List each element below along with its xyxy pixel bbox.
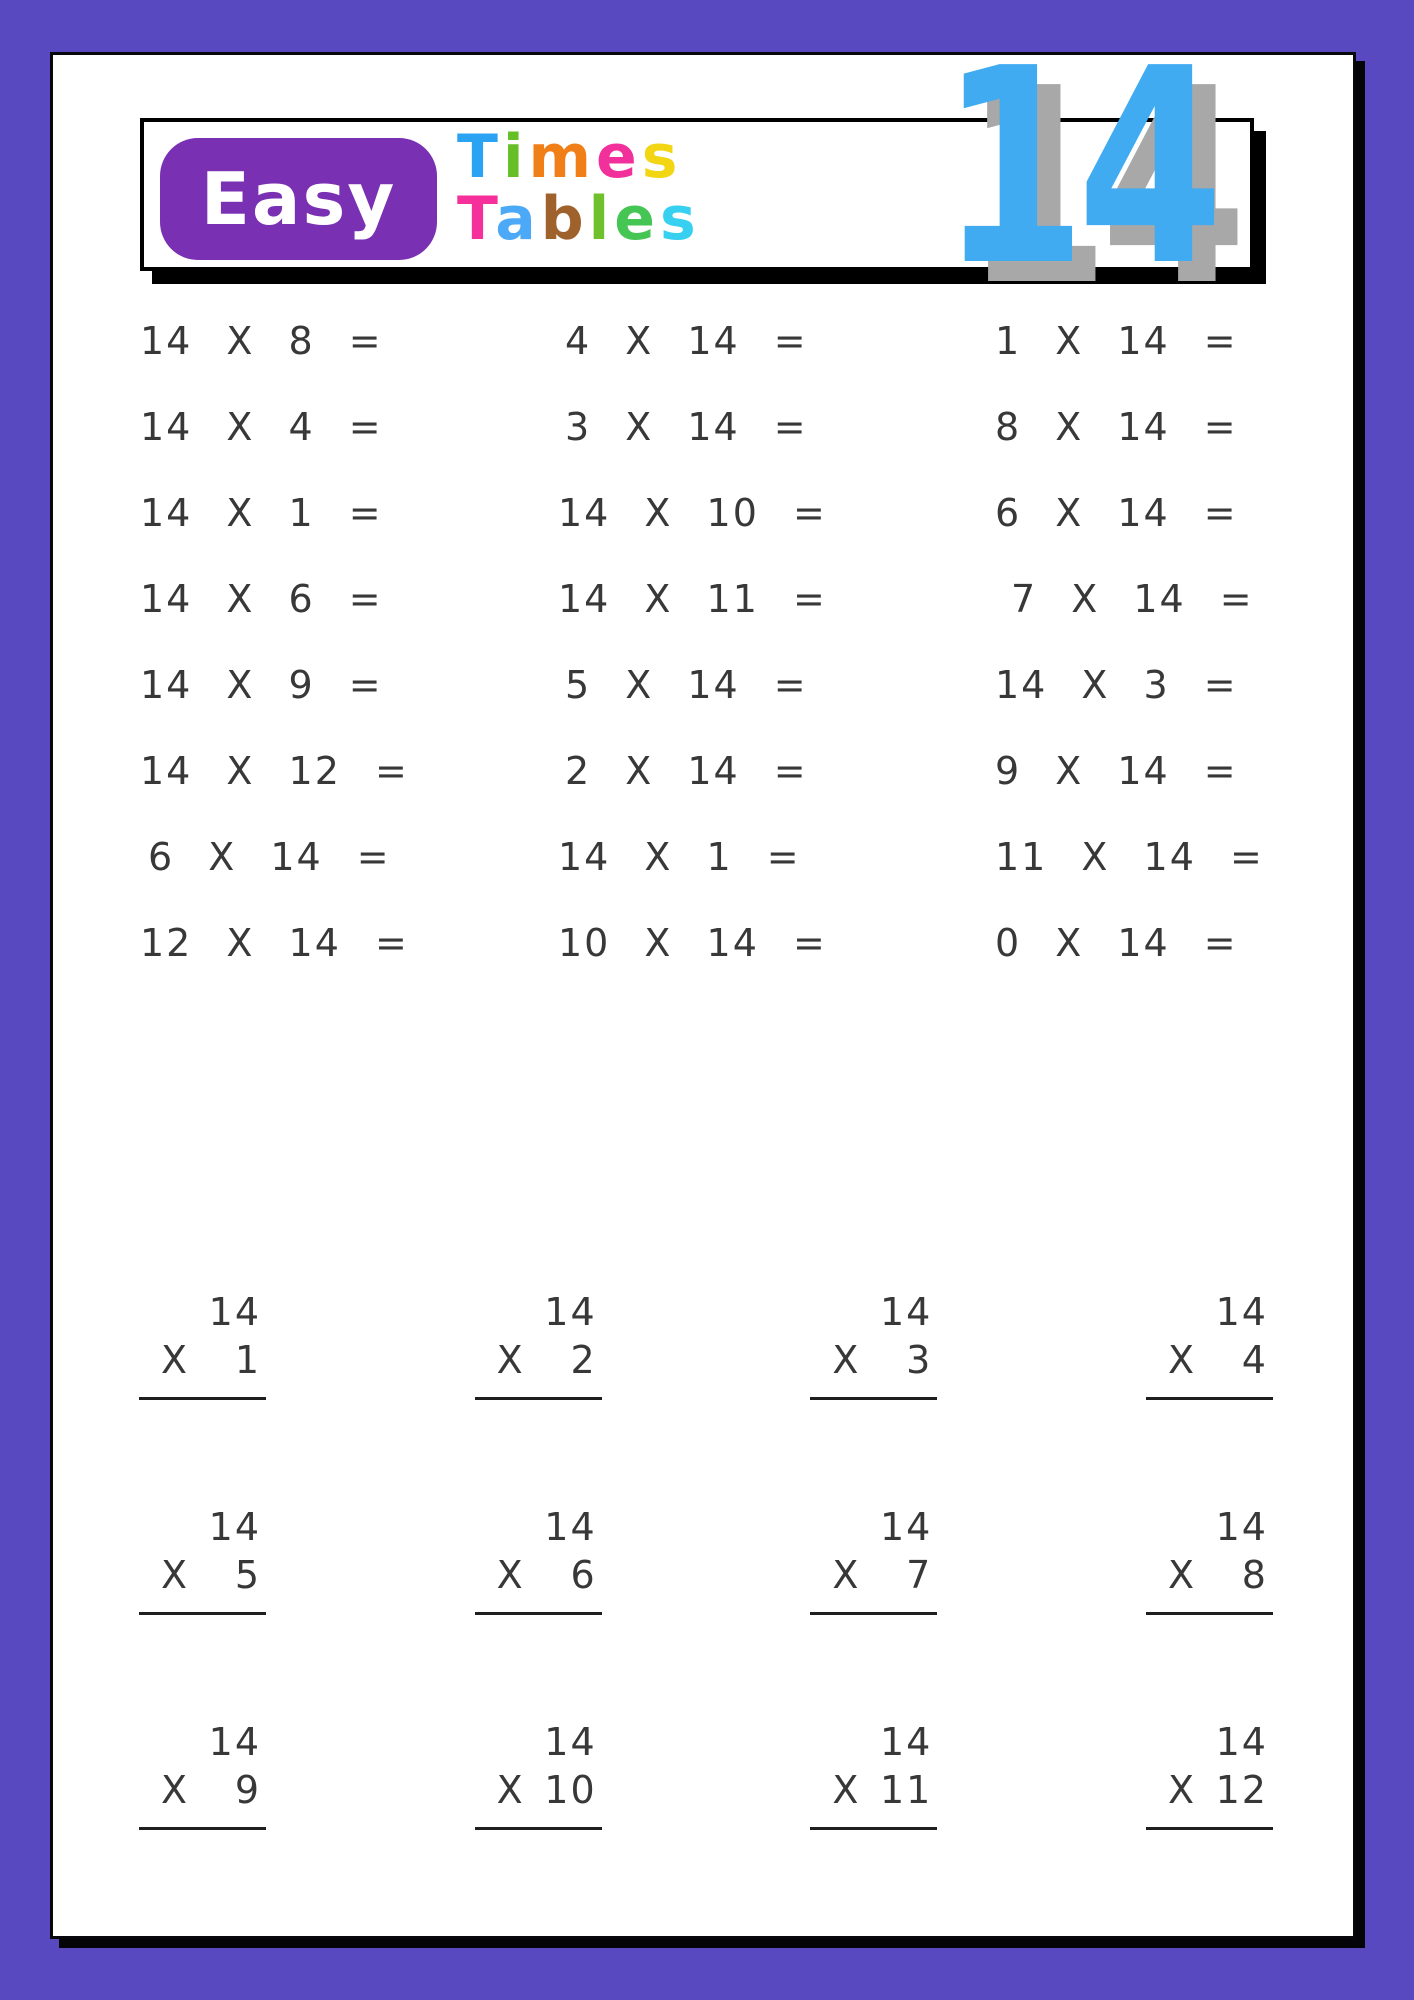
answer-line	[1146, 1612, 1273, 1615]
h-problem: 14 X 3 =	[995, 663, 1238, 707]
multiplier: 1	[234, 1338, 261, 1382]
multiplicand: 14	[1215, 1290, 1268, 1334]
multiply-sign: X	[832, 1768, 861, 1812]
h-problem: 12 X 14 =	[140, 921, 409, 965]
multiplier: 8	[1241, 1553, 1268, 1597]
multiplier: 11	[879, 1768, 933, 1812]
multiply-sign: X	[161, 1553, 190, 1597]
easy-badge-label: Easy	[200, 157, 397, 241]
answer-line	[810, 1827, 937, 1830]
multiplicand: 14	[208, 1720, 261, 1764]
vertical-problem	[475, 1718, 602, 1830]
h-problem: 6 X 14 =	[148, 835, 391, 879]
multiplicand: 14	[879, 1505, 933, 1549]
logo-letter: e	[596, 122, 642, 192]
vertical-problem	[1146, 1503, 1273, 1615]
multiplier: 10	[544, 1768, 597, 1812]
multiply-sign: X	[1167, 1553, 1197, 1597]
h-problem: 14 X 10 =	[558, 491, 827, 535]
logo-letter: e	[614, 184, 660, 254]
multiplier: 2	[570, 1338, 597, 1382]
multiplier: 6	[570, 1553, 597, 1597]
logo-word-times	[457, 122, 701, 192]
logo-letter: b	[540, 184, 589, 254]
multiply-sign: X	[161, 1338, 190, 1382]
easy-badge	[160, 138, 437, 260]
answer-line	[1146, 1397, 1273, 1400]
worksheet-page	[50, 10, 1356, 1939]
multiplier: 3	[906, 1338, 933, 1382]
h-problem: 4 X 14 =	[565, 319, 808, 363]
logo-letter: s	[659, 184, 701, 254]
logo-letter: l	[588, 184, 615, 254]
h-problem: 7 X 14 =	[1011, 577, 1254, 621]
h-problem: 0 X 14 =	[995, 921, 1238, 965]
h-problem: 14 X 11 =	[558, 577, 827, 621]
multiply-sign: X	[832, 1338, 861, 1382]
h-problem: 11 X 14 =	[995, 835, 1264, 879]
vertical-problem	[810, 1288, 937, 1400]
h-problem: 14 X 12 =	[140, 749, 409, 793]
multiply-sign: X	[496, 1553, 525, 1597]
h-problem: 14 X 9 =	[140, 663, 383, 707]
multiply-sign: X	[161, 1768, 190, 1812]
h-problem: 10 X 14 =	[558, 921, 827, 965]
answer-line	[139, 1827, 266, 1830]
h-problem: 3 X 14 =	[565, 405, 808, 449]
h-problem: 8 X 14 =	[995, 405, 1238, 449]
vertical-problem	[475, 1503, 602, 1615]
logo-letter: T	[457, 122, 503, 192]
logo-letter: m	[528, 122, 597, 192]
horizontal-problems-column-1	[140, 298, 409, 986]
logo-word-tables	[457, 184, 701, 254]
h-problem: 14 X 6 =	[140, 577, 383, 621]
answer-line	[139, 1612, 266, 1615]
multiplicand: 14	[544, 1505, 597, 1549]
vertical-problem	[810, 1503, 937, 1615]
vertical-problem	[139, 1288, 266, 1400]
vertical-problem	[475, 1288, 602, 1400]
multiplicand: 14	[879, 1720, 933, 1764]
h-problem: 6 X 14 =	[995, 491, 1238, 535]
h-problem: 14 X 1 =	[558, 835, 801, 879]
multiplier: 7	[906, 1553, 933, 1597]
multiply-sign: X	[1167, 1768, 1197, 1812]
vertical-problems-grid	[139, 1288, 1273, 1830]
multiplier: 4	[1241, 1338, 1268, 1382]
h-problem: 9 X 14 =	[995, 749, 1238, 793]
multiply-sign: X	[496, 1338, 525, 1382]
answer-line	[139, 1397, 266, 1400]
multiplicand: 14	[544, 1720, 597, 1764]
vertical-problem	[139, 1718, 266, 1830]
answer-line	[475, 1827, 602, 1830]
vertical-problem	[810, 1718, 937, 1830]
answer-line	[810, 1397, 937, 1400]
h-problem: 14 X 4 =	[140, 405, 383, 449]
big-number-14: 14	[940, 10, 1215, 325]
h-problem: 14 X 8 =	[140, 319, 383, 363]
multiplicand: 14	[1215, 1505, 1268, 1549]
vertical-problem	[139, 1503, 266, 1615]
vertical-problem	[1146, 1288, 1273, 1400]
vertical-problem	[1146, 1718, 1273, 1830]
h-problem: 5 X 14 =	[565, 663, 808, 707]
multiplicand: 14	[879, 1290, 933, 1334]
multiplier: 9	[234, 1768, 261, 1812]
h-problem: 14 X 1 =	[140, 491, 383, 535]
horizontal-problems-column-3	[995, 298, 1264, 986]
answer-line	[810, 1612, 937, 1615]
multiplicand: 14	[544, 1290, 597, 1334]
h-problem: 1 X 14 =	[995, 319, 1238, 363]
logo-letter: T	[457, 184, 496, 254]
answer-line	[475, 1612, 602, 1615]
multiply-sign: X	[496, 1768, 525, 1812]
multiplicand: 14	[208, 1290, 261, 1334]
answer-line	[1146, 1827, 1273, 1830]
h-problem: 2 X 14 =	[565, 749, 808, 793]
horizontal-problems-column-2	[558, 298, 827, 986]
logo-letter: s	[641, 122, 683, 192]
logo-letter: a	[495, 184, 541, 254]
multiply-sign: X	[1167, 1338, 1197, 1382]
multiply-sign: X	[832, 1553, 861, 1597]
logo-letter: i	[502, 122, 529, 192]
multiplier: 5	[234, 1553, 261, 1597]
multiplier: 12	[1215, 1768, 1268, 1812]
answer-line	[475, 1397, 602, 1400]
multiplicand: 14	[208, 1505, 261, 1549]
logo-title	[457, 122, 701, 254]
multiplicand: 14	[1215, 1720, 1268, 1764]
